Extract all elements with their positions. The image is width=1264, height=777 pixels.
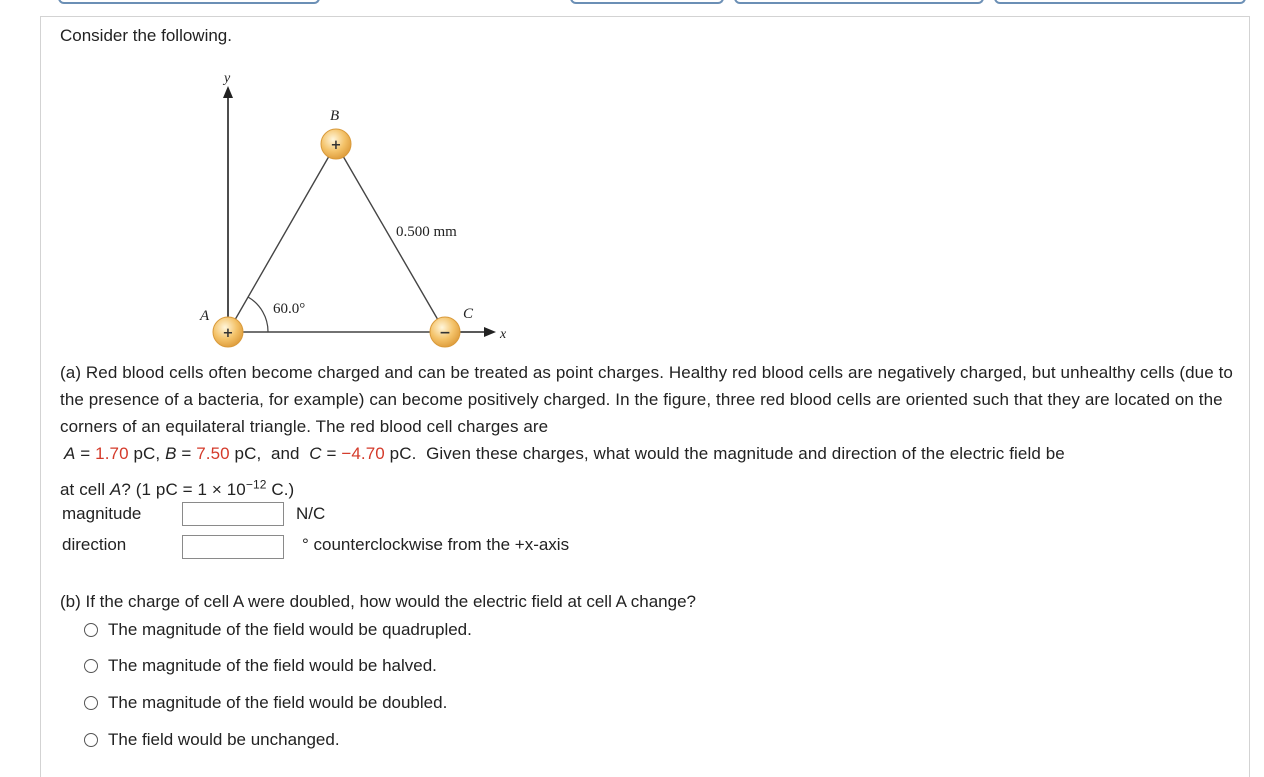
y-axis-arrow	[223, 86, 233, 98]
x-axis-arrow	[484, 327, 496, 337]
toolbar-tab-3[interactable]	[734, 0, 984, 4]
radio-button[interactable]	[84, 659, 98, 673]
intro-text: Consider the following.	[60, 26, 232, 45]
toolbar-tab-2[interactable]	[570, 0, 724, 4]
value-c: −4.70	[341, 444, 385, 463]
charge-a-sign: +	[222, 326, 234, 341]
direction-input[interactable]	[182, 535, 284, 559]
charge-c-label: C	[463, 306, 474, 322]
charge-c-sign: −	[439, 325, 451, 341]
angle-label: 60.0°	[273, 301, 306, 317]
radio-button[interactable]	[84, 733, 98, 747]
part-a-description: (a) Red blood cells often become charged and can be treated as point charges. Healthy red blood cells are negatively charged, but unhealthy cells (due to the presence of a bacteria, for example) can become positively charged. In the figure, three red blood cells are oriented such that they are located on the corners of an equilateral triangle. The red blood cell charges are	[60, 363, 1233, 436]
charge-b-sign: +	[330, 138, 342, 153]
value-a: 1.70	[95, 444, 129, 463]
toolbar-tab-4[interactable]	[994, 0, 1246, 4]
charge-b-label: B	[330, 108, 340, 124]
option-doubled[interactable]	[84, 693, 447, 713]
radio-button[interactable]	[84, 623, 98, 637]
magnitude-label: magnitude	[62, 504, 142, 523]
triangle-figure	[190, 66, 520, 356]
part-b-question: (b) If the charge of cell A were doubled, how would the electric field at cell A change?	[60, 592, 696, 611]
option-label: The magnitude of the field would be doubled.	[108, 693, 448, 712]
distance-label: 0.500 mm	[396, 224, 457, 240]
part-a-question-tail: at cell A? (1 pC = $1 \times 10^{-12}$ C.)	[60, 477, 295, 499]
value-b: 7.50	[196, 444, 230, 463]
part-a-question: Given these charges, what would the magnitude and direction of the electric field be	[426, 444, 1065, 463]
direction-label: direction	[62, 535, 127, 554]
direction-unit: ° counterclockwise from the +x-axis	[302, 535, 570, 554]
option-label: The magnitude of the field would be halved.	[108, 656, 437, 675]
radio-button[interactable]	[84, 696, 98, 710]
x-axis-label: x	[500, 327, 507, 342]
option-quadrupled[interactable]	[84, 620, 472, 640]
y-axis-label: y	[224, 71, 231, 86]
charge-values: A = 1.70 pC, B = 7.50 pC, and C = −4.70 pC. Given these charges, what would the magnitude and direction of the electric field be	[64, 444, 1065, 463]
angle-arc	[248, 297, 268, 332]
option-label: The field would be unchanged.	[108, 730, 340, 749]
toolbar-tab-1[interactable]	[58, 0, 320, 4]
option-label: The magnitude of the field would be quadrupled.	[108, 620, 472, 639]
part-a-text	[60, 359, 1250, 507]
magnitude-unit: N/C	[296, 504, 326, 523]
charge-a-label: A	[200, 308, 210, 324]
option-halved[interactable]	[84, 656, 437, 676]
magnitude-input[interactable]	[182, 502, 284, 526]
option-unchanged[interactable]	[84, 730, 340, 750]
top-toolbar	[0, 0, 1264, 16]
